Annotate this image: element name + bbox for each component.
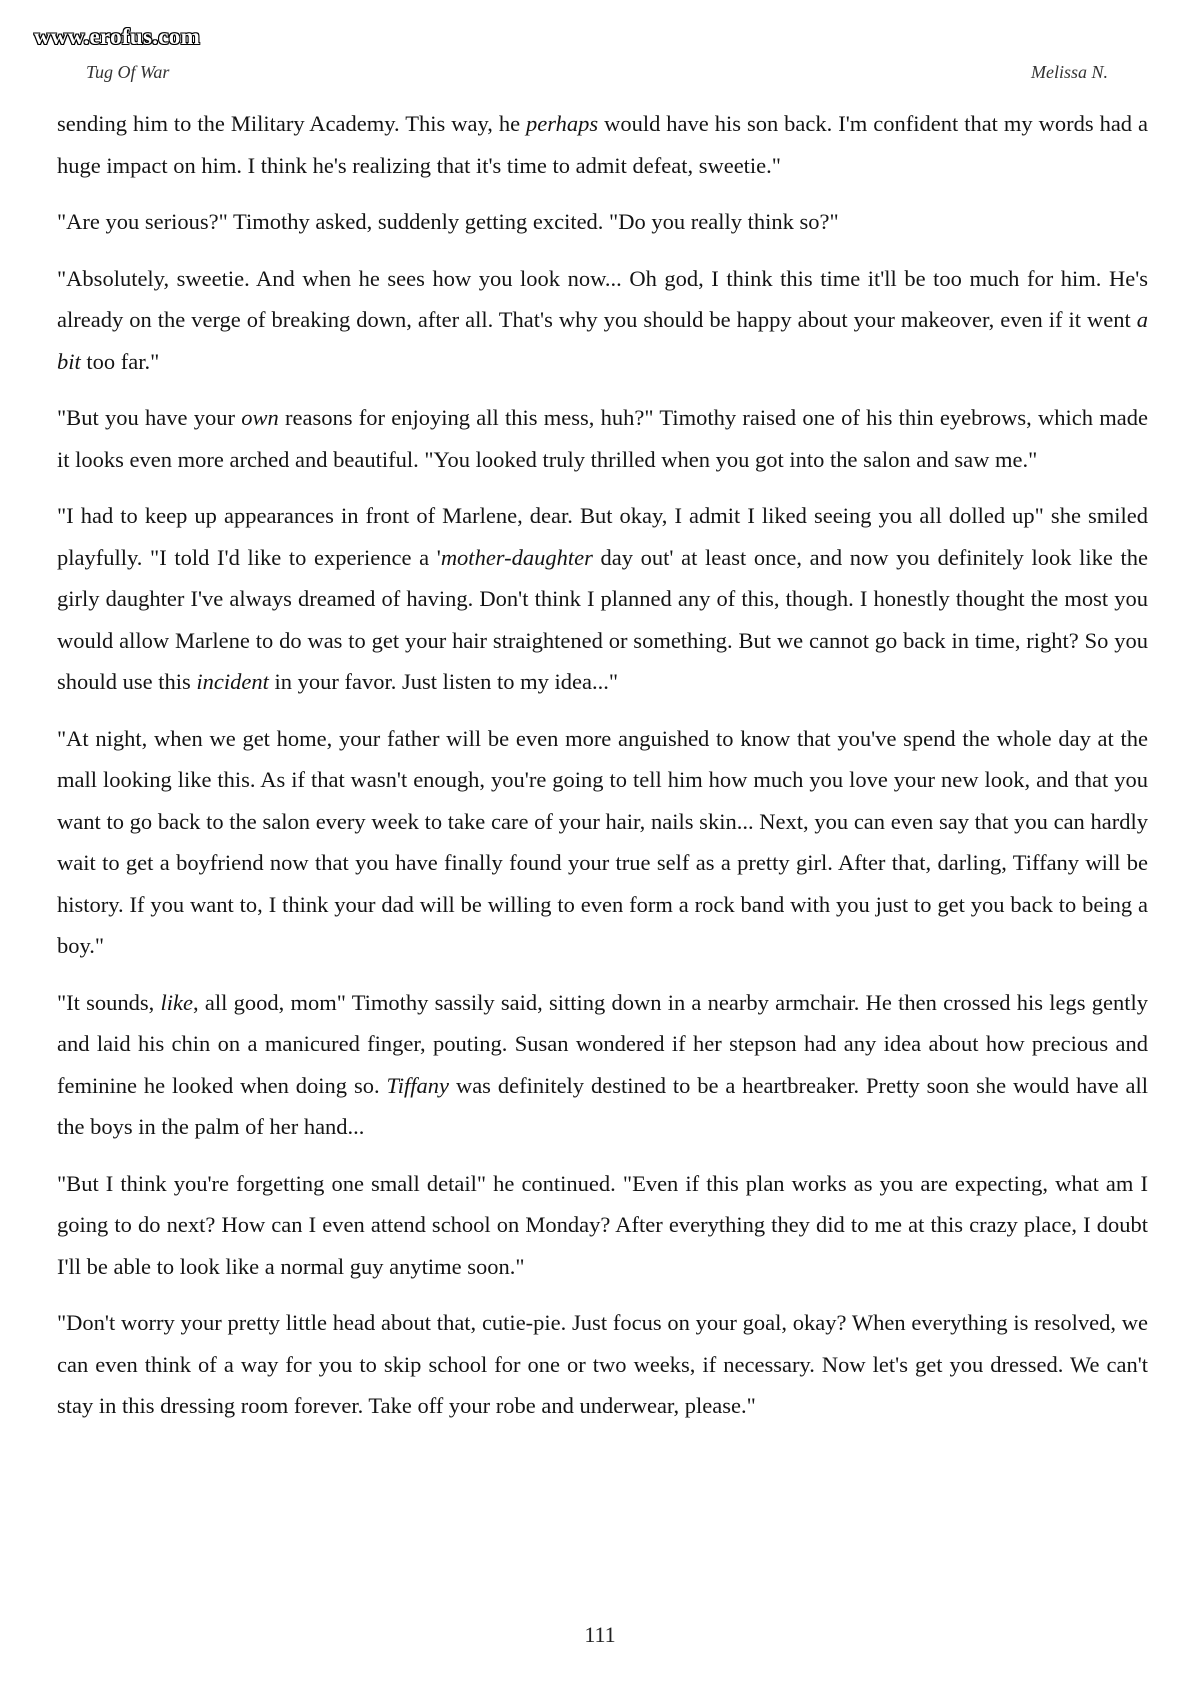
page-header (86, 62, 1108, 83)
italic-run: incident (196, 669, 269, 694)
italic-run: a bit (57, 307, 1148, 374)
text-run: "I had to keep up appearances in front of Marlene, dear. But okay, I admit I liked seeing you all dolled up" she smiled playfully. "I told I'd like to experience a ' (57, 503, 1148, 570)
text-run: too far." (80, 348, 160, 374)
text-run: "But you have your (57, 405, 242, 430)
text-run: "But I think you're forgetting one small detail" he continued. "Even if this plan works as you are expecting, what am I going to do next? How can I even attend school on Monday? After everything they did to me at this crazy place, I doubt I'll be able to look like a normal guy anytime soon." (57, 1170, 1148, 1279)
paragraph (57, 495, 1148, 703)
page-number: 111 (584, 1622, 616, 1647)
text-run: "Are you serious?" Timothy asked, suddenly getting excited. "Do you really think so?" (57, 209, 839, 234)
text-run: day out' at least once, and now you definitely look like the girly daughter I've always dreamed of having. Don't think I planned any of this, though. I honestly thought the most you would allow Marlene to do was to get your hair straightened or something. But we cannot go back in time, right? So you should use this (57, 544, 1148, 694)
text-run: sending him to the Military Academy. This way, he (57, 111, 527, 136)
italic-run: own (241, 405, 279, 430)
paragraph (57, 258, 1148, 383)
italic-run: Tiffany (386, 1072, 450, 1098)
paragraph (57, 718, 1148, 967)
paragraph (57, 201, 1148, 243)
paragraph (57, 1163, 1148, 1288)
text-run: "At night, when we get home, your father will be even more anguished to know that you've spend the whole day at the mall looking like this. As if that wasn't enough, you're going to tell him how much you love your new look, and that you want to go back to the salon every week to take care of your hair, nails skin... Next, you can even say that you can hardly wait to get a boyfriend now that you have finally found your true self as a pretty girl. After that, darling, Tiffany will be history. If you want to, I think your dad will be willing to even form a rock band with you just to get you back to being a boy." (57, 725, 1148, 958)
watermark: www.erofus.com (34, 24, 201, 49)
author-name: Melissa N. (1030, 62, 1108, 82)
italic-run: like (160, 989, 194, 1015)
paragraph (57, 982, 1148, 1148)
body-text (57, 103, 1148, 1442)
italic-run: perhaps (526, 111, 599, 136)
text-run: in your favor. Just listen to my idea..." (268, 669, 619, 694)
paragraph (57, 397, 1148, 480)
text-run: , all good, mom" Timothy sassily said, sitting down in a nearby armchair. He then crossed his legs gently and laid his chin on a manicured finger, pouting. Susan wondered if her stepson had any idea about how precious and feminine he looked when doing so. (57, 989, 1148, 1098)
paragraph (57, 1302, 1148, 1427)
italic-run: mother-daughter (440, 544, 593, 570)
text-run: was definitely destined to be a heartbreaker. Pretty soon she would have all the boys in the palm of her hand... (57, 1072, 1149, 1139)
book-title: Tug Of War (86, 62, 170, 82)
text-run: "It sounds, (57, 989, 161, 1015)
text-run: "Don't worry your pretty little head about that, cutie-pie. Just focus on your goal, okay? When everything is resolved, we can even think of a way for you to skip school for one or two weeks, if necessary. Now let's get you dressed. We can't stay in this dressing room forever. Take off your robe and underwear, please." (57, 1310, 1148, 1418)
paragraph (57, 103, 1148, 186)
text-run: reasons for enjoying all this mess, huh?" Timothy raised one of his thin eyebrows, which made it looks even more arched and beautiful. "You looked truly thrilled when you got into the salon and saw me." (57, 405, 1148, 472)
text-run: would have his son back. I'm confident that my words had a huge impact on him. I think he's realizing that it's time to admit defeat, sweetie." (57, 111, 1149, 178)
text-run: "Absolutely, sweetie. And when he sees how you look now... Oh god, I think this time it'll be too much for him. He's already on the verge of breaking down, after all. That's why you should be happy about your makeover, even if it went (57, 265, 1148, 332)
